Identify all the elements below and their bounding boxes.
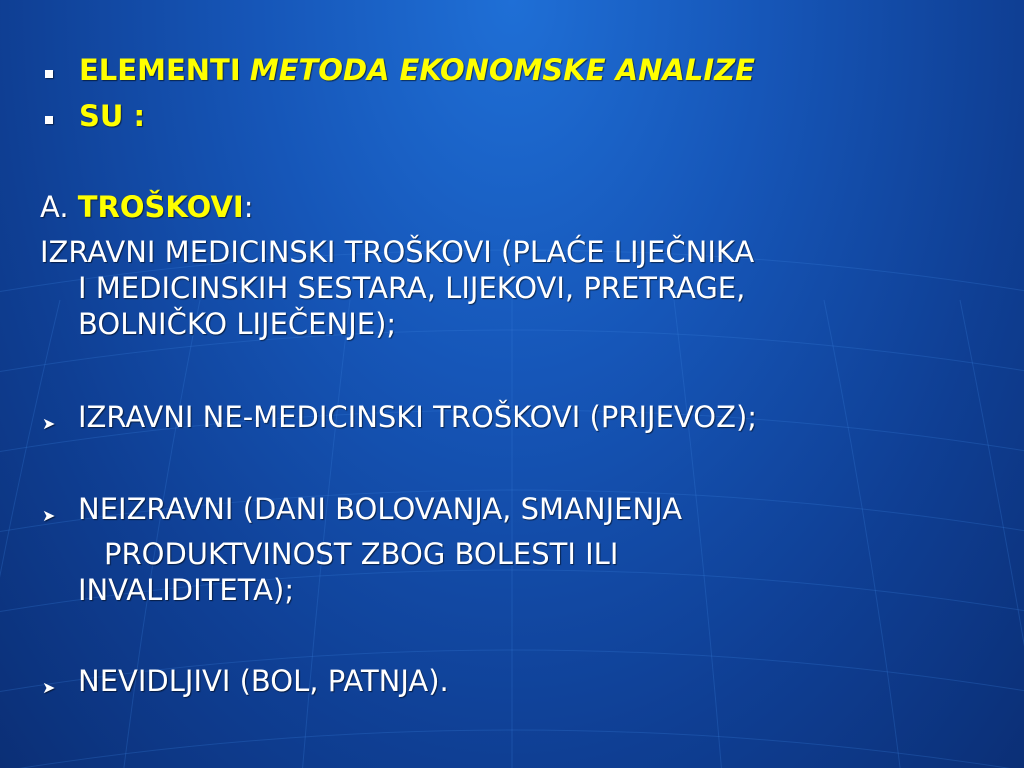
list-item-indirect-line-3: INVALIDITETA); [78, 573, 295, 607]
direct-medical-line-2: I MEDICINSKIH SESTARA, LIJEKOVI, PRETRAGE, [78, 271, 746, 305]
section-title [40, 190, 253, 224]
heading-methods: METODA EKONOMSKE ANALIZE [249, 53, 755, 87]
arrow-bullet-icon: ➤ [42, 678, 56, 697]
heading-line-1 [79, 53, 755, 87]
section-prefix: A. [40, 190, 69, 224]
section-colon: : [243, 190, 254, 224]
section-troskovi: TROŠKOVI [77, 190, 244, 224]
list-item-indirect-line-1: NEIZRAVNI (DANI BOLOVANJA, SMANJENJA [78, 492, 683, 526]
list-item-indirect-line-2: PRODUKTVINOST ZBOG BOLESTI ILI [104, 537, 619, 571]
heading-line-2 [79, 99, 145, 133]
heading-su: SU : [79, 99, 146, 133]
arrow-bullet-icon: ➤ [42, 506, 56, 525]
direct-medical-line-3: BOLNIČKO LIJEČENJE); [78, 307, 397, 341]
arrow-bullet-icon: ➤ [42, 414, 56, 433]
list-item-invisible: NEVIDLJIVI (BOL, PATNJA). [78, 664, 449, 698]
direct-medical-line-1: IZRAVNI MEDICINSKI TROŠKOVI (PLAĆE LIJEČNIKA [40, 235, 755, 269]
heading-elementi: ELEMENTI [79, 53, 241, 87]
square-bullet-icon [45, 70, 53, 78]
square-bullet-icon [45, 116, 53, 124]
list-item-direct-non-medical: IZRAVNI NE-MEDICINSKI TROŠKOVI (PRIJEVOZ); [78, 400, 758, 434]
